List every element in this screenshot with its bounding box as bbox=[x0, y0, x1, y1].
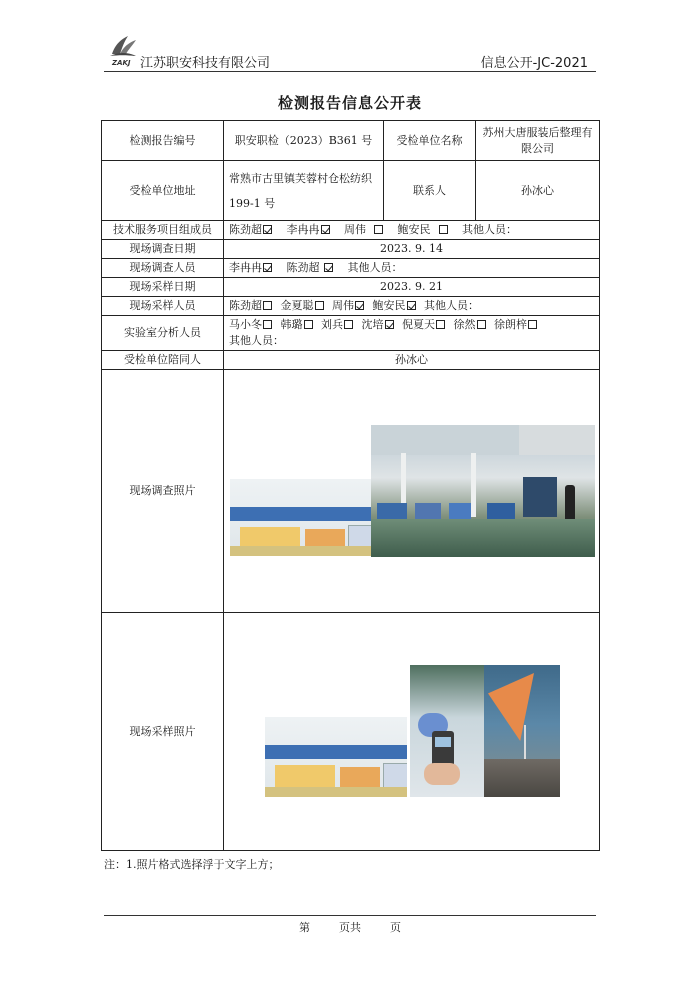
checkbox-unchecked bbox=[528, 320, 537, 329]
footer-divider bbox=[104, 915, 596, 916]
sampling-photos bbox=[224, 613, 600, 851]
workshop-photo bbox=[519, 425, 595, 557]
checkbox-unchecked bbox=[374, 225, 383, 234]
checkbox-unchecked bbox=[436, 320, 445, 329]
staff-member: 鲍安民 bbox=[373, 299, 418, 312]
client-address: 常熟市古里镇芙蓉村仓松纺织 199-1 号 bbox=[224, 161, 384, 221]
lab-staff bbox=[224, 316, 600, 351]
staff-member: 李冉冉 bbox=[229, 261, 274, 274]
report-number-label: 检测报告编号 bbox=[102, 121, 224, 161]
checkbox-checked bbox=[263, 263, 272, 272]
survey-staff bbox=[224, 259, 600, 278]
footer-page: 第 bbox=[299, 921, 310, 934]
team-label: 技术服务项目组成员 bbox=[102, 221, 224, 240]
checkbox-checked bbox=[321, 225, 330, 234]
sampling-staff bbox=[224, 297, 600, 316]
staff-member: 徐朗梓 bbox=[494, 318, 539, 331]
checkbox-unchecked bbox=[263, 301, 272, 310]
client-name: 苏州大唐服装后整理有限公司 bbox=[476, 121, 600, 161]
company-name: 江苏职安科技有限公司 bbox=[140, 56, 271, 71]
team-member: 陈劲超 bbox=[229, 223, 274, 236]
team-member: 周伟 bbox=[344, 223, 385, 236]
document-code: 信息公开-JC-2021 bbox=[480, 56, 588, 71]
footer-end: 页 bbox=[390, 921, 401, 934]
checkbox-unchecked bbox=[304, 320, 313, 329]
client-address-label: 受检单位地址 bbox=[102, 161, 224, 221]
team-member-other: 其他人员： bbox=[462, 223, 517, 236]
staff-member: 倪夏天 bbox=[402, 318, 447, 331]
checkbox-checked bbox=[407, 301, 416, 310]
survey-date-label: 现场调查日期 bbox=[102, 240, 224, 259]
sampling-meter-photo bbox=[410, 665, 484, 797]
survey-date: 2023. 9. 14 bbox=[224, 240, 600, 259]
checkbox-unchecked bbox=[439, 225, 448, 234]
staff-member: 沈培 bbox=[362, 318, 396, 331]
checkbox-unchecked bbox=[477, 320, 486, 329]
checkbox-unchecked bbox=[344, 320, 353, 329]
staff-member: 金夏聪 bbox=[281, 299, 326, 312]
checkbox-checked bbox=[263, 225, 272, 234]
page-footer bbox=[0, 919, 700, 935]
sampling-photo-label: 现场采样照片 bbox=[102, 613, 224, 851]
page-header bbox=[104, 32, 596, 72]
staff-member: 刘兵 bbox=[321, 318, 355, 331]
staff-member: 韩璐 bbox=[281, 318, 315, 331]
survey-photos bbox=[224, 370, 600, 613]
company-logo-icon bbox=[106, 32, 140, 68]
note: 注：1.照片格式选择浮于文字上方； bbox=[104, 858, 280, 871]
lab-staff-label: 实验室分析人员 bbox=[102, 316, 224, 351]
sampling-date: 2023. 9. 21 bbox=[224, 278, 600, 297]
staff-member: 陈劲超 bbox=[229, 299, 274, 312]
team-members bbox=[224, 221, 600, 240]
staff-member: 周伟 bbox=[332, 299, 366, 312]
contact-person: 孙冰心 bbox=[476, 161, 600, 221]
checkbox-unchecked bbox=[263, 320, 272, 329]
checkbox-checked bbox=[324, 263, 333, 272]
survey-staff-label: 现场调查人员 bbox=[102, 259, 224, 278]
checkbox-checked bbox=[385, 320, 394, 329]
checkbox-checked bbox=[355, 301, 364, 310]
staff-member: 马小冬 bbox=[229, 318, 274, 331]
info-table bbox=[101, 120, 600, 851]
staff-member-other: 其他人员： bbox=[424, 299, 479, 312]
survey-photo-label: 现场调查照片 bbox=[102, 370, 224, 613]
sampling-date-label: 现场采样日期 bbox=[102, 278, 224, 297]
workshop-photo bbox=[371, 425, 447, 557]
contact-label: 联系人 bbox=[384, 161, 476, 221]
team-member: 鲍安民 bbox=[398, 223, 450, 236]
staff-member: 陈劲超 bbox=[287, 261, 336, 274]
svg-text:ZAKJ: ZAKJ bbox=[112, 59, 131, 67]
evacuation-plan-photo bbox=[265, 717, 407, 797]
checkbox-unchecked bbox=[315, 301, 324, 310]
sampling-staff-label: 现场采样人员 bbox=[102, 297, 224, 316]
sampling-equipment-photo bbox=[484, 665, 560, 797]
team-member: 李冉冉 bbox=[287, 223, 332, 236]
staff-member: 徐然 bbox=[454, 318, 488, 331]
escort-label: 受检单位陪同人 bbox=[102, 351, 224, 370]
client-name-label: 受检单位名称 bbox=[384, 121, 476, 161]
workshop-photo bbox=[447, 425, 519, 557]
staff-member-other: 其他人员： bbox=[347, 261, 403, 274]
report-number: 职安职检（2023）B361 号 bbox=[224, 121, 384, 161]
lab-staff-other: 其他人员： bbox=[229, 334, 284, 347]
evacuation-plan-photo bbox=[230, 479, 372, 556]
escort-person: 孙冰心 bbox=[224, 351, 600, 370]
footer-mid: 页共 bbox=[339, 921, 361, 934]
page-title: 检测报告信息公开表 bbox=[277, 94, 422, 112]
